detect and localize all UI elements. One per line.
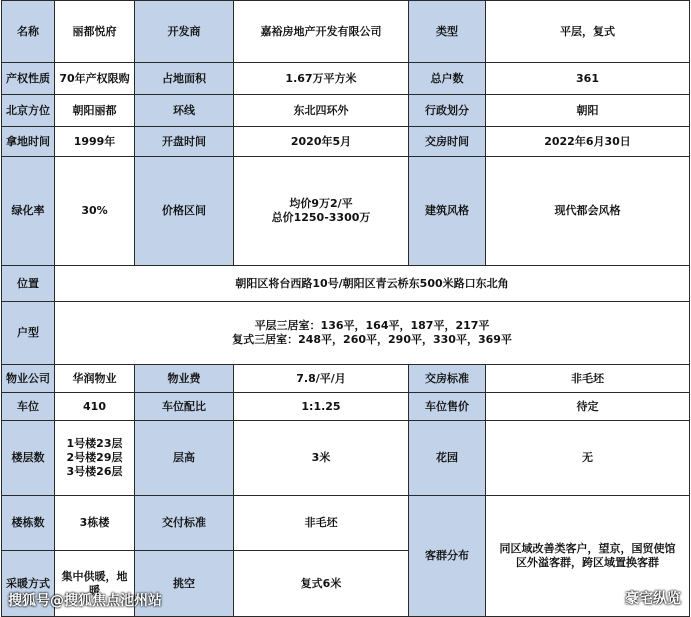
building-3-floors: 3号楼26层 [66, 465, 123, 478]
average-price: 均价9万2/平 [289, 197, 353, 210]
parking-price-value: 待定 [486, 393, 690, 421]
land-area-value: 1.67万平方米 [234, 63, 409, 95]
table-row [2, 421, 690, 496]
table-row [2, 157, 690, 266]
parking-value: 410 [55, 393, 135, 421]
heating-line-1: 集中供暖，地 [61, 569, 128, 583]
ring-road-label: 环线 [135, 95, 234, 127]
architecture-style-label: 建筑风格 [409, 157, 486, 266]
architecture-style-value: 现代都会风格 [486, 157, 690, 266]
table-row [2, 393, 690, 421]
garden-value: 无 [486, 421, 690, 496]
district-value: 朝阳 [486, 95, 690, 127]
price-range-value [234, 157, 409, 266]
developer-label: 开发商 [135, 1, 234, 63]
ring-road-value: 东北四环外 [234, 95, 409, 127]
atrium-label: 挑空 [135, 551, 234, 617]
table-row [2, 365, 690, 393]
building-2-floors: 2号楼29层 [66, 451, 123, 464]
total-price: 总价1250-3300万 [271, 211, 371, 224]
property-right-value: 70年产权限购 [55, 63, 135, 95]
developer-value: 嘉裕房地产开发有限公司 [234, 1, 409, 63]
building-count-label: 楼栋数 [2, 496, 55, 551]
table-row [2, 63, 690, 95]
table-row [2, 302, 690, 365]
address-value: 朝阳区将台西路10号/朝阳区青云桥东500米路口东北角 [55, 266, 690, 302]
price-range-label: 价格区间 [135, 157, 234, 266]
customer-line-1: 同区域改善类客户，望京，国贸使馆 [499, 542, 676, 555]
watermark-account-name: 豪宅纵览 [625, 591, 681, 607]
flat-layouts: 平层三居室：136平，164平，187平，217平 [254, 319, 490, 332]
property-company-value: 华润物业 [55, 365, 135, 393]
land-area-label: 占地面积 [135, 63, 234, 95]
customer-line-2: 区外溢客群，跨区域置换客群 [516, 556, 659, 569]
land-acquisition-value: 1999年 [55, 127, 135, 157]
households-value: 361 [486, 63, 690, 95]
floors-label: 楼层数 [2, 421, 55, 496]
name-label: 名称 [2, 1, 55, 63]
floor-height-label: 层高 [135, 421, 234, 496]
customer-distribution-label: 客群分布 [409, 496, 486, 617]
wechat-icon [600, 591, 620, 605]
delivery-date-value: 2022年6月30日 [486, 127, 690, 157]
layout-label: 户型 [2, 302, 55, 365]
delivery-standard-value: 非毛坯 [486, 365, 690, 393]
watermark-source: 搜狐号@搜狐焦点池州站 [8, 593, 162, 609]
table-row [2, 127, 690, 157]
parking-price-label: 车位售价 [409, 393, 486, 421]
atrium-value: 复式6米 [234, 551, 409, 617]
parking-ratio-value: 1:1.25 [234, 393, 409, 421]
opening-date-label: 开盘时间 [135, 127, 234, 157]
property-right-label: 产权性质 [2, 63, 55, 95]
property-fee-label: 物业费 [135, 365, 234, 393]
land-acquisition-label: 拿地时间 [2, 127, 55, 157]
building-1-floors: 1号楼23层 [66, 437, 123, 450]
heating-label: 采暖方式 [2, 551, 55, 617]
property-fee-value: 7.8/平/月 [234, 365, 409, 393]
type-value: 平层，复式 [486, 1, 690, 63]
district-label: 行政划分 [409, 95, 486, 127]
location-direction-value: 朝阳丽都 [55, 95, 135, 127]
delivery-date-label: 交房时间 [409, 127, 486, 157]
property-company-label: 物业公司 [2, 365, 55, 393]
handover-standard-label: 交付标准 [135, 496, 234, 551]
type-label: 类型 [409, 1, 486, 63]
layout-value [55, 302, 690, 365]
parking-ratio-label: 车位配比 [135, 393, 234, 421]
table-row [2, 95, 690, 127]
duplex-layouts: 复式三居室：248平，260平，290平，330平，369平 [232, 333, 512, 346]
handover-standard-value: 非毛坯 [234, 496, 409, 551]
parking-label: 车位 [2, 393, 55, 421]
location-direction-label: 北京方位 [2, 95, 55, 127]
opening-date-value: 2020年5月 [234, 127, 409, 157]
floor-height-value: 3米 [234, 421, 409, 496]
name-value: 丽都悦府 [55, 1, 135, 63]
property-info-table [1, 0, 690, 617]
greening-rate-label: 绿化率 [2, 157, 55, 266]
heating-line-2: 暖 [89, 583, 100, 597]
households-label: 总户数 [409, 63, 486, 95]
address-label: 位置 [2, 266, 55, 302]
garden-label: 花园 [409, 421, 486, 496]
watermark-account [600, 588, 681, 608]
table-row [2, 496, 690, 551]
delivery-standard-label: 交房标准 [409, 365, 486, 393]
table-row [2, 266, 690, 302]
table-row [2, 1, 690, 63]
greening-rate-value: 30% [55, 157, 135, 266]
floors-value [55, 421, 135, 496]
building-count-value: 3栋楼 [55, 496, 135, 551]
